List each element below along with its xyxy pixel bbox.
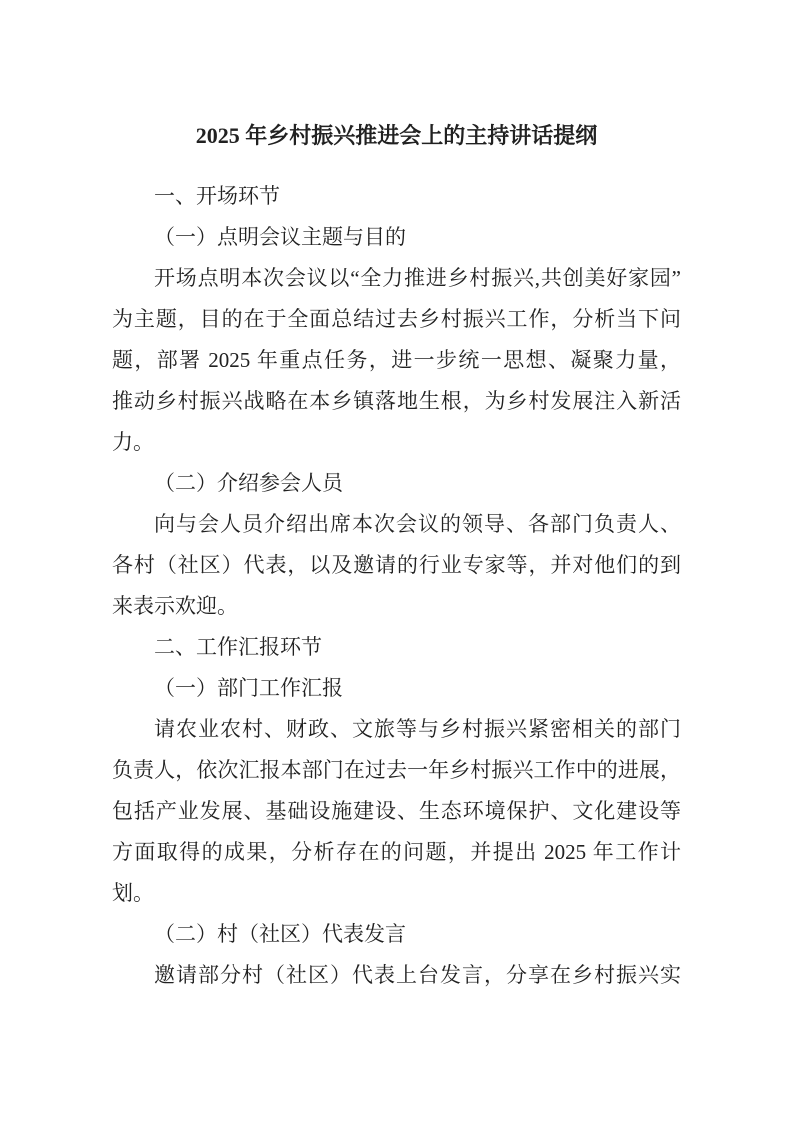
paragraph-line: 邀请部分村（社区）代表上台发言，分享在乡村振兴实 xyxy=(154,963,681,987)
heading-line: （一）部门工作汇报 xyxy=(154,676,343,700)
paragraph-line: 各村（社区）代表，以及邀请的行业专家等，并对他们的到 xyxy=(112,553,681,577)
heading-line: 一、开场环节 xyxy=(154,184,280,208)
paragraph-line: 为主题，目的在于全面总结过去乡村振兴工作，分析当下问 xyxy=(112,307,681,331)
paragraph-line: 力。 xyxy=(112,430,154,454)
paragraph-line: 请农业农村、财政、文旅等与乡村振兴紧密相关的部门 xyxy=(154,717,681,741)
paragraph-line: 划。 xyxy=(112,881,154,905)
paragraph-line: 向与会人员介绍出席本次会议的领导、各部门负责人、 xyxy=(154,512,681,536)
paragraph-line: 方面取得的成果，分析存在的问题，并提出 2025 年工作计 xyxy=(112,840,681,864)
paragraph-line: 推动乡村振兴战略在本乡镇落地生根，为乡村发展注入新活 xyxy=(112,389,681,413)
heading-line: 二、工作汇报环节 xyxy=(154,635,322,659)
paragraph-line: 来表示欢迎。 xyxy=(112,594,238,618)
paragraph-line: 题，部署 2025 年重点任务，进一步统一思想、凝聚力量， xyxy=(112,348,681,372)
heading-line: （二）介绍参会人员 xyxy=(154,471,343,495)
heading-line: （一）点明会议主题与目的 xyxy=(154,225,406,249)
heading-line: （二）村（社区）代表发言 xyxy=(154,922,406,946)
paragraph-line: 开场点明本次会议以“全力推进乡村振兴,共创美好家园” xyxy=(154,266,681,290)
document-title: 2025 年乡村振兴推进会上的主持讲话提纲 xyxy=(195,123,598,148)
document-body xyxy=(112,176,681,996)
paragraph-line: 负责人，依次汇报本部门在过去一年乡村振兴工作中的进展， xyxy=(112,758,681,782)
paragraph-line: 包括产业发展、基础设施建设、生态环境保护、文化建设等 xyxy=(112,799,681,823)
